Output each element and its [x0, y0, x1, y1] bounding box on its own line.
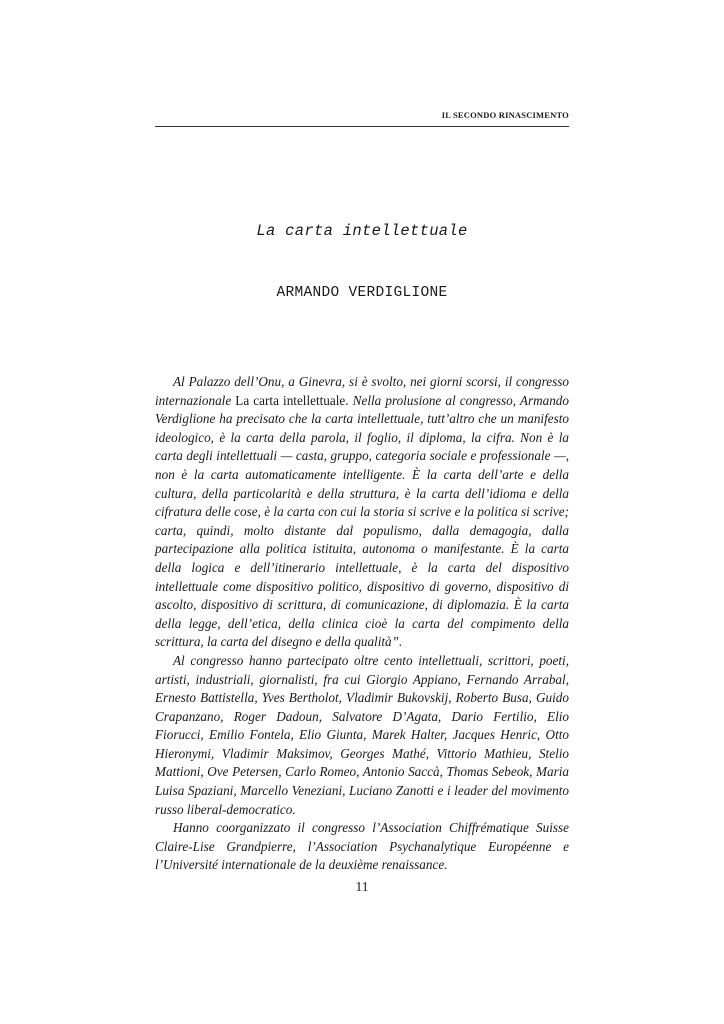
article-author: ARMANDO VERDIGLIONE — [276, 285, 448, 301]
paragraph-3: Hanno coorganizzato il congresso l’Association Chiffrématique Suisse Claire-Lise Grandpierre, l’Association Psychanalytique Européenne e l’Université internationale de la deuxième renaissance. — [155, 820, 569, 873]
article-body — [155, 373, 569, 875]
paragraph-1 — [155, 373, 569, 652]
paragraph-1-intro: Al Palazzo dell’Onu, a Ginevra, si è svolto, nei giorni scorsi, il congresso internazionale — [155, 374, 569, 408]
page-number: 11 — [355, 879, 369, 894]
running-head: IL SECONDO RINASCIMENTO — [441, 110, 569, 120]
event-name: La carta intellettuale. — [235, 392, 349, 408]
header-rule — [155, 126, 569, 127]
paragraph-1-rest: Nella prolusione al congresso, Armando Verdiglione ha precisato che la carta intellettuale, tutt’altro che un manifesto ideologico, è la carta della parola, il foglio, il diploma, la cifra. Non è la carta degli intellettuali — casta, gruppo, categoria sociale e professionale —, non è la carta automaticamente intelligente. È la carta dell’arte e della cultura, della particolarità e della struttura, è la carta dell’idioma e della cifratura delle cose, è la carta con cui la storia si scrive e la politica si scrive; carta, quindi, molto distante dal populismo, dalla demagogia, dalla partecipazione alla politica istituita, autonoma o manifestante. È la carta della logica e dell’itinerario intellettuale, è la carta del dispositivo intellettuale come dispositivo politico, dispositivo di governo, dispositivo di ascolto, dispositivo di scrittura, di comunicazione, di diplomazia. È la carta della legge, dell’etica, della clinica cioè la carta del compimento della scrittura, la carta del disegno e della qualità”. — [155, 392, 569, 650]
article-title: La carta intellettuale — [256, 222, 468, 240]
paragraph-2: Al congresso hanno partecipato oltre cento intellettuali, scrittori, poeti, artisti, industriali, giornalisti, fra cui Giorgio Appiano, Fernando Arrabal, Ernesto Battistella, Yves Bertholot, Vladimir Bukovskij, Roberto Busa, Guido Crapanzano, Roger Dadoun, Salvatore D’Agata, Dario Fertilio, Elio Fiorucci, Emilio Fontela, Elio Giunta, Marek Halter, Jacques Henric, Otto Hieronymi, Vladimir Maksimov, Georges Mathé, Vittorio Mathieu, Stelio Mattioni, Ove Petersen, Carlo Romeo, Antonio Saccà, Thomas Sebeok, Maria Luisa Spaziani, Marcello Veneziani, Luciano Zanotti e i leader del movimento russo liberal-democratico. — [155, 652, 569, 817]
